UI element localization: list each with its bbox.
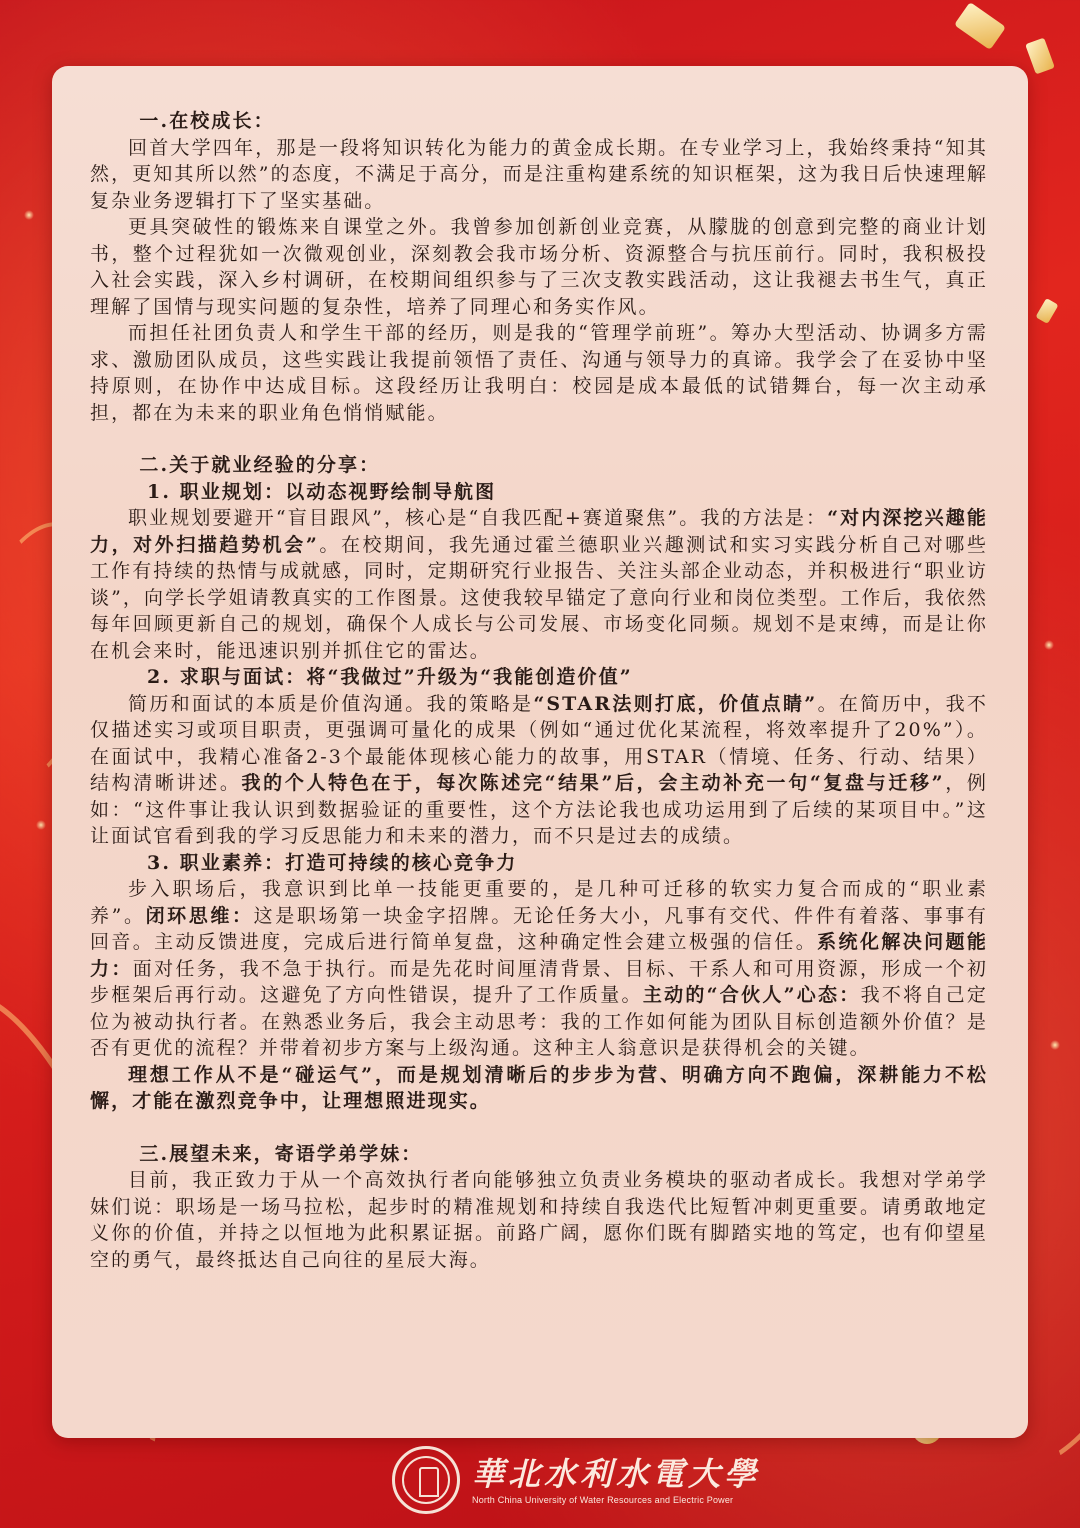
subsection-title: 3. 职业素养：打造可持续的核心竞争力 xyxy=(147,851,518,874)
emphasis-text: 闭环思维： xyxy=(145,904,254,927)
university-name-cn: 華北水利水電大學 xyxy=(472,1455,761,1493)
text-run: 。在校期间，我先通过霍兰德职业兴趣测试和实习实践分析自己对哪些工作有持续的热情与成就感，同时，定期研究行业报告、关注头部企业动态，并积极进行“职业访谈”，向学长学姐请教真实的工作图景。这使我较早锚定了意向行业和岗位类型。工作后，我依然每年回顾更新自己的规划，确保个人成长与公司发展、市场变化同频。规划不是束缚，而是让你在机会来时，能迅速识别并抓住它的雷达。 xyxy=(90,533,989,662)
emphasis-text: “STAR法则打底，价值点睛” xyxy=(533,692,818,715)
university-seal-icon xyxy=(392,1446,460,1514)
confetti-decoration xyxy=(1035,298,1058,324)
paragraph xyxy=(90,691,988,850)
paragraph xyxy=(90,505,988,664)
confetti-decoration xyxy=(954,2,1006,50)
university-footer xyxy=(392,1446,760,1514)
sparkle-decoration xyxy=(1044,640,1054,650)
text-run: 这是职场第一块金字招牌。无论任务大小，凡事有交代、件件有着落、事事有回音。主动反馈进度，完成后进行简单复盘，这种确定性会建立极强的信任。 xyxy=(90,904,988,953)
paragraph: 目前，我正致力于从一个高效执行者向能够独立负责业务模块的驱动者成长。我想对学弟学妹们说：职场是一场马拉松，起步时的精准规划和持续自我迭代比短暂冲刺更重要。请勇敢地定义你的价值，并持之以恒地为此积累证据。前路广阔，愿你们既有脚踏实地的笃定，也有仰望星空的勇气，最终抵达自己向往的星辰大海。 xyxy=(90,1169,988,1271)
university-name-en: North China University of Water Resources and Electric Power xyxy=(472,1495,734,1505)
text-run: 职业规划要避开“盲目跟风”，核心是“自我匹配+赛道聚焦”。我的方法是： xyxy=(128,507,828,529)
emphasis-text: 系统化解决问题能力： xyxy=(90,931,988,980)
paragraph: 更具突破性的锻炼来自课堂之外。我曾参加创新创业竞赛，从朦胧的创意到完整的商业计划书，整个过程犹如一次微观创业，深刻教会我市场分析、资源整合与抗压前行。同时，我积极投入社会实践，深入乡村调研，在校期间组织参与了三次支教实践活动，这让我褪去书生气，真正理解了国情与现实问题的复杂性，培养了同理心和务实作风。 xyxy=(90,216,988,318)
sparkle-decoration xyxy=(36,820,46,830)
paragraph: 回首大学四年，那是一段将知识转化为能力的黄金成长期。在专业学习上，我始终秉持“知其然，更知其所以然”的态度，不满足于高分，而是注重构建系统的知识框架，这为我日后快速理解复杂业务逻辑打下了坚实基础。 xyxy=(90,136,989,212)
confetti-decoration xyxy=(1025,38,1055,75)
sparkle-decoration xyxy=(24,210,34,220)
text-run: 。在简历中，我不仅描述实习或项目职责，更强调可量化的成果（例如“通过优化某流程，将效率提升了20%”）。在面试中，我精心准备2-3个最能体现核心能力的故事，用STAR（情境、任务、行动、结果）结构清晰讲述。 xyxy=(90,692,988,794)
paragraph xyxy=(90,876,988,1062)
subsection-title: 1. 职业规划：以动态视野绘制导航图 xyxy=(147,480,497,503)
emphasis-text: 主动的“合伙人”心态： xyxy=(642,984,861,1006)
sparkle-decoration xyxy=(1050,1040,1060,1050)
emphasis-text: 我的个人特色在于，每次陈述完“结果”后，会主动补充一句“复盘与迁移” xyxy=(241,772,945,794)
text-run: 简历和面试的本质是价值沟通。我的策略是 xyxy=(128,692,534,715)
paragraph: 而担任社团负责人和学生干部的经历，则是我的“管理学前班”。筹办大型活动、协调多方需求、激励团队成员，这些实践让我提前领悟了责任、沟通与领导力的真谛。我学会了在妥协中坚持原则，在协作中达成目标。这段经历让我明白：校园是成本最低的试错舞台，每一次主动承担，都在为未来的职业角色悄悄赋能。 xyxy=(90,322,988,424)
text-run: 步入职场后，我意识到比单一技能更重要的，是几种可迁移的软实力复合而成的“职业素养”。 xyxy=(90,878,988,927)
university-name-block xyxy=(472,1455,760,1505)
paragraph: 理想工作从不是“碰运气”，而是规划清晰后的步步为营、明确方向不跑偏，深耕能力不松懈，才能在激烈竞争中，让理想照进现实。 xyxy=(90,1063,988,1112)
emphasis-text: “对内深挖兴趣能力，对外扫描趋势机会” xyxy=(90,507,989,556)
section-title: 一.在校成长： xyxy=(139,110,275,132)
section-spacer xyxy=(90,426,988,452)
section-spacer xyxy=(90,1115,988,1141)
text-run: 面对任务，我不急于执行。而是先花时间厘清背景、目标、干系人和可用资源，形成一个初步框架后再行动。这避免了方向性错误，提升了工作质量。 xyxy=(90,957,988,1006)
section-title: 二.关于就业经验的分享： xyxy=(139,454,381,476)
text-run: 我不将自己定位为被动执行者。在熟悉业务后，我会主动思考：我的工作如何能为团队目标创造额外价值？是否有更优的流程？并带着初步方案与上级沟通。这种主人翁意识是获得机会的关键。 xyxy=(90,984,988,1059)
document-body xyxy=(90,108,988,1273)
text-run: ，例如：“这件事让我认识到数据验证的重要性，这个方法论我也成功运用到了后续的某项目中。”这让面试官看到我的学习反思能力和未来的潜力，而不只是过去的成绩。 xyxy=(90,772,988,847)
section-title: 三.展望未来，寄语学弟学妹： xyxy=(139,1142,423,1165)
subsection-title: 2. 求职与面试：将“我做过”升级为“我能创造价值” xyxy=(147,666,633,688)
